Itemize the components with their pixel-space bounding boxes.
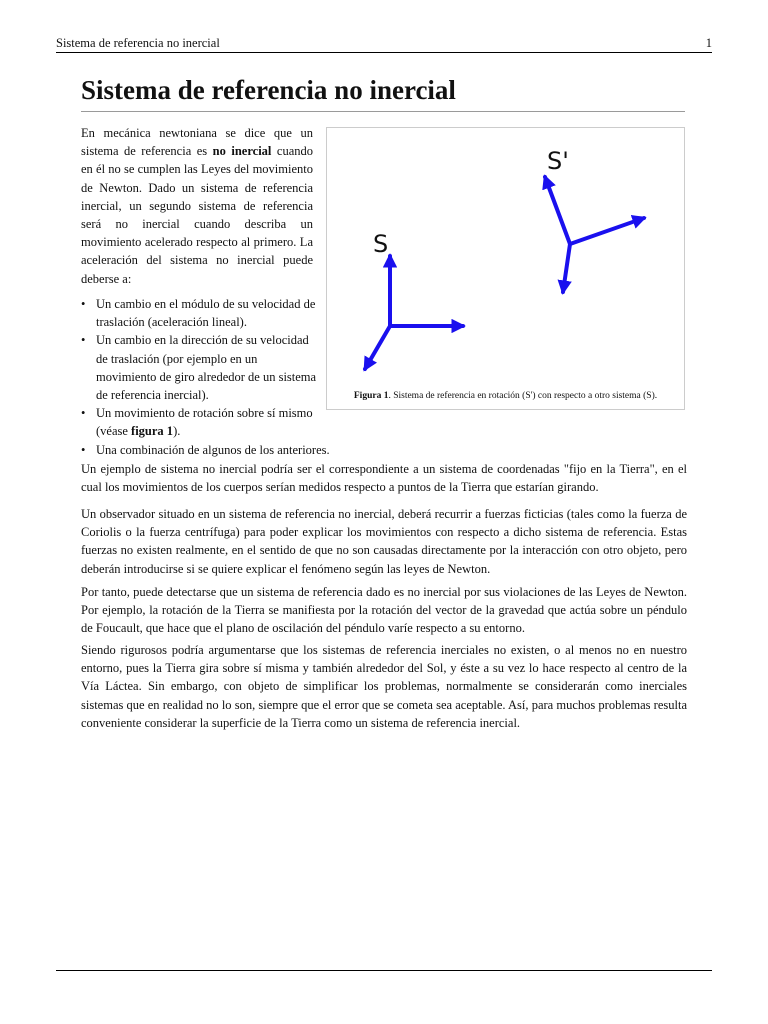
rotating-frames-diagram [327,128,686,388]
paragraph-earth-frame: Un ejemplo de sistema no inercial podría ser el correspondiente a un sistema de coordenadas "fijo en la Tierra", en el cual los movimientos de los cuerpos serían medidos respecto a puntos de la Tierra que estarían girando. [81,462,687,495]
frame-s-prime-axes [545,177,644,292]
intro-text-end: cuando en él no se cumplen las Leyes del movimiento de Newton. Dado un sistema de referencia inercial, un segundo sistema de referencia será no inercial cuando describa un movimiento acelerado respecto al primero. La aceleración del sistema no inercial puede deberse a: [81,144,313,286]
paragraph-inertial-approximation: Siendo rigurosos podría argumentarse que los sistemas de referencia inerciales no existen, o al menos no en nuestro entorno, pues la Tierra gira sobre sí misma y también alrededor del Sol, y éste a su vez lo hace respecto al centro de la Vía Láctea. Sin embargo, con objeto de simplificar los problemas, normalmente se considerarán como inerciales sistemas que en realidad no lo son, siempre que el error que se cometa sea aceptable. Así, para muchos problemas resulta conveniente considerar la superficie de la Tierra como un sistema de referencia inercial. [81,643,687,730]
figure-1 [326,127,685,410]
list-item-text: ). [173,424,181,439]
running-title: Sistema de referencia no inercial [56,36,220,50]
frame-s-prime-arrow-right [570,218,644,244]
paragraph-foucault-pendulum: Por tanto, puede detectarse que un sistema de referencia dado es no inercial por sus violaciones de las Leyes de Newton. Por ejemplo, la rotación de la Tierra se manifiesta por la rotación del vector de la gravedad que actúa sobre un péndulo de Foucault, que hace que el plano de oscilación del péndulo varíe respecto a su entorno. [81,585,687,636]
frame-s-diagonal-arrow [365,326,390,369]
frame-s-prime-label: S' [547,147,569,175]
figure-caption [327,390,684,402]
intro-bold-term: no inercial [212,144,272,159]
frame-s-prime-arrow-down [563,244,570,292]
frame-s-axes [365,256,463,369]
frame-s-prime-arrow-up [545,177,570,244]
frame-s-label: S [373,230,389,258]
figure-reference-link: figura 1 [131,424,174,439]
list-item: • Una combinación de algunos de los anteriores. [81,441,376,459]
list-item: • Un cambio en la dirección de su velocidad de traslación (por ejemplo en un movimiento de giro alrededor de un sistema de referencia inercial). [81,331,318,404]
page-title: Sistema de referencia no inercial [81,72,685,112]
figure-caption-label: Figura 1 [353,391,389,401]
page-number: 1 [705,36,712,50]
intro-paragraph [81,124,313,288]
footer-divider [56,970,712,971]
figure-caption-text: . Sistema de referencia en rotación (S') con respecto a otro sistema (S). [388,391,658,401]
paragraph-fictitious-forces: Un observador situado en un sistema de referencia no inercial, deberá recurrir a fuerzas ficticias (tales como la fuerza de Coriolis o la fuerza centrífuga) para poder explicar los movimientos con respecto a dicho sistema de referencia. Estas fuerzas no existen realmente, en el sentido de que no son causadas directamente por la interacción con otro objeto, pero deberán introducirse si se quiere explicar el fenómeno según las leyes de Newton. [81,507,687,576]
list-item: • Un cambio en el módulo de su velocidad de traslación (aceleración lineal). [81,295,318,331]
running-header [56,34,712,53]
intro-text-start: En mecánica newtoniana se dice que un sistema de referencia es [81,126,313,159]
list-item [81,404,318,440]
list-item-text: Un movimiento de rotación sobre sí mismo (véase [96,406,313,439]
